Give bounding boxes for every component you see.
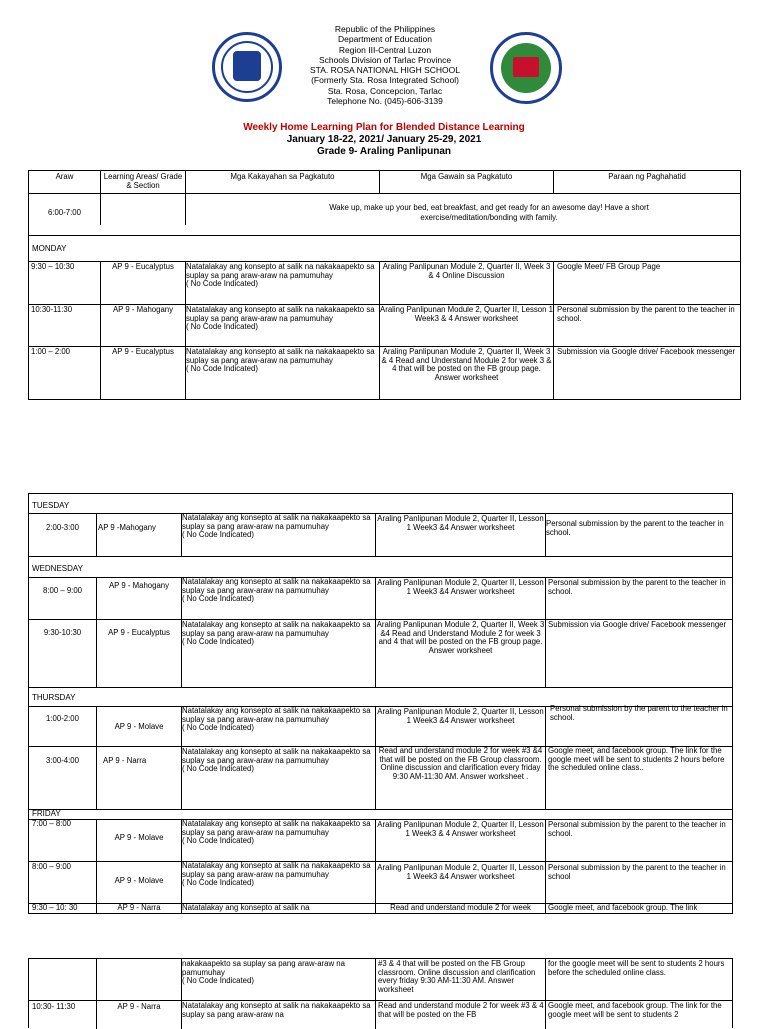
day-monday: MONDAY	[32, 244, 67, 253]
section-cell: AP 9 - Eucalyptus	[112, 263, 174, 271]
section-cell: AP 9 - Narra	[117, 904, 161, 912]
competency-text: Natatalakay ang konsepto at salik na nakakaapekto sa suplay sa pang araw-araw na pamumuhay	[182, 707, 371, 724]
delivery-cell: Personal submission by the parent to the teacher in school.	[548, 579, 726, 596]
header-paraan: Paraan ng Paghahatid	[608, 173, 686, 181]
letterhead-line: Republic of the Philippines	[334, 24, 436, 34]
no-code-text: ( No Code Indicated)	[186, 322, 258, 332]
competency-text: Natatalakay ang konsepto at salik na nakakaapekto sa suplay sa pang araw-araw na pamumuhay	[182, 862, 371, 879]
task-cell: Araling Panlipunan Module 2, Quarter II, Lesson 1 Week3 & 4 Answer worksheet	[377, 821, 544, 838]
section-cell: AP 9 - Eucalyptus	[108, 629, 170, 637]
letterhead-line: Schools Division of Tarlac Province	[318, 54, 452, 65]
delivery-cell: Google meet, and facebook group. The link for the google meet will be sent to students 2 hours before the scheduled online class..	[548, 747, 725, 773]
letterhead-line: Telephone No. (045)-606-3139	[327, 96, 443, 107]
time-cell: 9:30 – 10: 30	[32, 904, 78, 912]
time-cell: 9:30-10:30	[43, 629, 82, 637]
no-code-text: ( No Code Indicated)	[182, 976, 254, 986]
time-cell: 8:00 – 9:00	[32, 863, 72, 871]
section-cell: AP 9 - Eucalyptus	[112, 348, 174, 356]
morning-routine: Wake up, make up your bed, eat breakfast, and get ready for an awesome day! Have a short exercise/meditation/bonding with family.	[329, 203, 649, 222]
competency-cell	[186, 348, 378, 374]
competency-cell	[182, 707, 374, 733]
competency-cell	[182, 621, 374, 647]
letterhead-line: STA. ROSA NATIONAL HIGH SCHOOL	[309, 65, 461, 76]
letterhead	[250, 24, 520, 106]
delivery-cell: Google meet, and facebook group. The link for the google meet will be sent to students 2	[548, 1002, 722, 1019]
competency-text: Natatalakay ang konsepto at salik na nakakaapekto sa suplay sa pang araw-araw na pamumuhay	[186, 263, 375, 280]
competency-cell	[182, 862, 374, 888]
time-cell: 7:00 – 8:00	[32, 820, 72, 828]
competency-cell	[182, 820, 374, 846]
document-titles	[0, 122, 768, 158]
task-cell: Araling Panlipunan Module 2, Quarter II, Week 3 & 4 Online Discussion	[382, 263, 551, 280]
task-cell: Araling Panlipunan Module 2, Quarter II, Lesson 1 Week3 &4 Answer worksheet	[377, 579, 544, 596]
section-cell: AP 9 - Mahogany	[112, 306, 174, 314]
competency-text: Natatalakay ang konsepto at salik na nakakaapekto sa suplay sa pang araw-araw na pamumuhay	[186, 306, 375, 323]
section-cell: AP 9 - Narra	[117, 1003, 161, 1011]
task-cell: Araling Panlipunan Module 2, Quarter II, Lesson 1 Week3 &4 Answer worksheet	[377, 708, 544, 725]
delivery-cell: Personal submission by the parent to the teacher in school.	[557, 306, 735, 323]
task-cell: Read and understand module 2 for week #3 &4 that will be posted on the FB Group classroom. Online discussion and clarification every friday 9:30 AM-11:30 AM. Answer worksheet .	[378, 747, 543, 781]
plan-dates: January 18-22, 2021/ January 25-29, 2021	[286, 134, 482, 145]
task-cell: Read and understand module 2 for week #3 & 4 that will be posted on the FB	[378, 1002, 544, 1019]
task-cell: Araling Panlipunan Module 2, Quarter II, Week 3 &4 Read and Understand Module 2 for week 3 and 4 that will be posted on the FB group page. Answer worksheet	[376, 621, 545, 655]
competency-text: Natatalakay ang konsepto at salik na nakakaapekto sa suplay sa pang araw-araw na pamumuhay	[186, 348, 375, 365]
delivery-cell: Personal submission by the parent to the teacher in school.	[550, 705, 728, 722]
competency-text: Natatalakay ang konsepto at salik na nakakaapekto sa suplay sa pang araw-araw na pamumuhay	[182, 621, 371, 638]
letterhead-line: (Formerly Sta. Rosa Integrated School)	[311, 75, 459, 86]
plan-grade: Grade 9- Araling Panlipunan	[316, 146, 452, 157]
no-code-text: ( No Code Indicated)	[182, 637, 254, 647]
time-cell: 1:00 – 2:00	[31, 348, 71, 356]
competency-text: Natatalakay ang konsepto at salik na nakakaapekto sa suplay sa pang araw-araw na pamumuhay	[182, 820, 371, 837]
no-code-text: ( No Code Indicated)	[182, 878, 254, 888]
letterhead-line: Department of Education	[337, 34, 433, 45]
competency-cell	[186, 306, 378, 332]
schedule-table-page-3	[28, 958, 733, 1028]
task-cell: Araling Panlipunan Module 2, Quarter II, Lesson 1 Week3 &4 Answer worksheet	[377, 864, 544, 881]
competency-cell	[182, 960, 374, 986]
no-code-text: ( No Code Indicated)	[182, 530, 254, 540]
letterhead-line: Region III-Central Luzon	[338, 44, 432, 55]
header-gawain: Mga Gawain sa Pagkatuto	[420, 173, 513, 181]
header-kakayahan: Mga Kakayahan sa Pagkatuto	[230, 173, 335, 181]
schedule-table-page-2	[28, 493, 733, 914]
delivery-cell: Submission via Google drive/ Facebook messenger	[548, 621, 727, 629]
delivery-cell: Google Meet/ FB Group Page	[557, 263, 661, 271]
letterhead-line: Sta. Rosa, Concepcion, Tarlac	[327, 85, 443, 96]
no-code-text: ( No Code Indicated)	[182, 594, 254, 604]
section-cell: AP 9 - Narra	[103, 757, 147, 765]
section-cell: AP 9 -Mahogany	[98, 524, 156, 532]
competency-cell	[182, 514, 374, 540]
no-code-text: ( No Code Indicated)	[182, 836, 254, 846]
competency-cell	[182, 748, 374, 774]
task-cell: Araling Panlipunan Module 2, Quarter II, Lesson 1 Week3 & 4 Answer worksheet	[380, 306, 553, 323]
task-cell: Araling Panlipunan Module 2, Quarter II, Week 3 & 4 Read and Understand Module 2 for week 3 & 4 that will be posted on the FB group page. Answer worksheet	[381, 348, 552, 382]
delivery-cell: Submission via Google drive/ Facebook messenger	[557, 348, 736, 356]
time-cell: 9:30 – 10:30	[31, 263, 75, 271]
competency-cell	[182, 578, 374, 604]
no-code-text: ( No Code Indicated)	[186, 364, 258, 374]
day-friday: FRIDAY	[32, 809, 61, 818]
time-cell: 10:30- 11:30	[32, 1003, 76, 1011]
header-araw: Araw	[55, 173, 74, 181]
delivery-cell: for the google meet will be sent to students 2 hours before the scheduled online class.	[548, 960, 725, 977]
morning-time: 6:00-7:00	[48, 209, 81, 217]
task-cell: Araling Panlipunan Module 2, Quarter II, Lesson 1 Week3 &4 Answer worksheet	[377, 515, 544, 532]
delivery-cell: Personal submission by the parent to the teacher in school	[548, 864, 726, 881]
section-cell: AP 9 - Molave	[114, 834, 164, 842]
delivery-cell: Personal submission by the parent to the teacher in school.	[548, 821, 726, 838]
section-cell: AP 9 - Mahogany	[108, 582, 170, 590]
plan-title: Weekly Home Learning Plan for Blended Distance Learning	[243, 122, 525, 133]
task-cell: Read and understand module 2 for week	[390, 904, 531, 912]
competency-cell	[186, 263, 378, 289]
time-cell: 2:00-3:00	[46, 524, 79, 532]
day-tuesday: TUESDAY	[32, 501, 70, 510]
header-learning-areas: Learning Areas/ Grade & Section	[103, 173, 183, 190]
delivery-cell: Google meet, and facebook group. The link	[548, 904, 698, 912]
day-thursday: THURSDAY	[32, 693, 76, 702]
competency-text: Natatalakay ang konsepto at salik na nakakaapekto sa suplay sa pang araw-araw na pamumuhay	[182, 748, 371, 765]
competency-text: Natatalakay ang konsepto at salik na nakakaapekto sa suplay sa pang araw-araw na pamumuhay	[182, 514, 371, 531]
time-cell: 1:00-2:00	[46, 715, 79, 723]
time-cell: 3:00-4:00	[46, 757, 79, 765]
delivery-cell: Personal submission by the parent to the teacher in school.	[546, 520, 724, 537]
no-code-text: ( No Code Indicated)	[182, 723, 254, 733]
section-cell: AP 9 - Molave	[114, 877, 164, 885]
competency-continued: nakakaapekto sa suplay sa pang araw-araw na pamumuhay	[182, 960, 345, 977]
competency-cell: Natatalakay ang konsepto at salik na nakakaapekto sa suplay sa pang araw-araw na	[182, 1002, 371, 1019]
no-code-text: ( No Code Indicated)	[186, 279, 258, 289]
no-code-text: ( No Code Indicated)	[182, 764, 254, 774]
time-cell: 10:30-11:30	[31, 306, 73, 314]
section-cell: AP 9 - Molave	[114, 723, 164, 731]
day-wednesday: WEDNESDAY	[32, 564, 83, 573]
schedule-table-page-1	[28, 170, 741, 400]
task-cell: #3 & 4 that will be posted on the FB Group classroom. Online discussion and clarification every friday 9:30 AM-11:30 AM. Answer worksheet	[378, 960, 536, 994]
competency-text: Natatalakay ang konsepto at salik na nakakaapekto sa suplay sa pang araw-araw na pamumuhay	[182, 578, 371, 595]
competency-cell: Natatalakay ang konsepto at salik na	[182, 904, 310, 912]
time-cell: 8:00 – 9:00	[42, 587, 83, 595]
